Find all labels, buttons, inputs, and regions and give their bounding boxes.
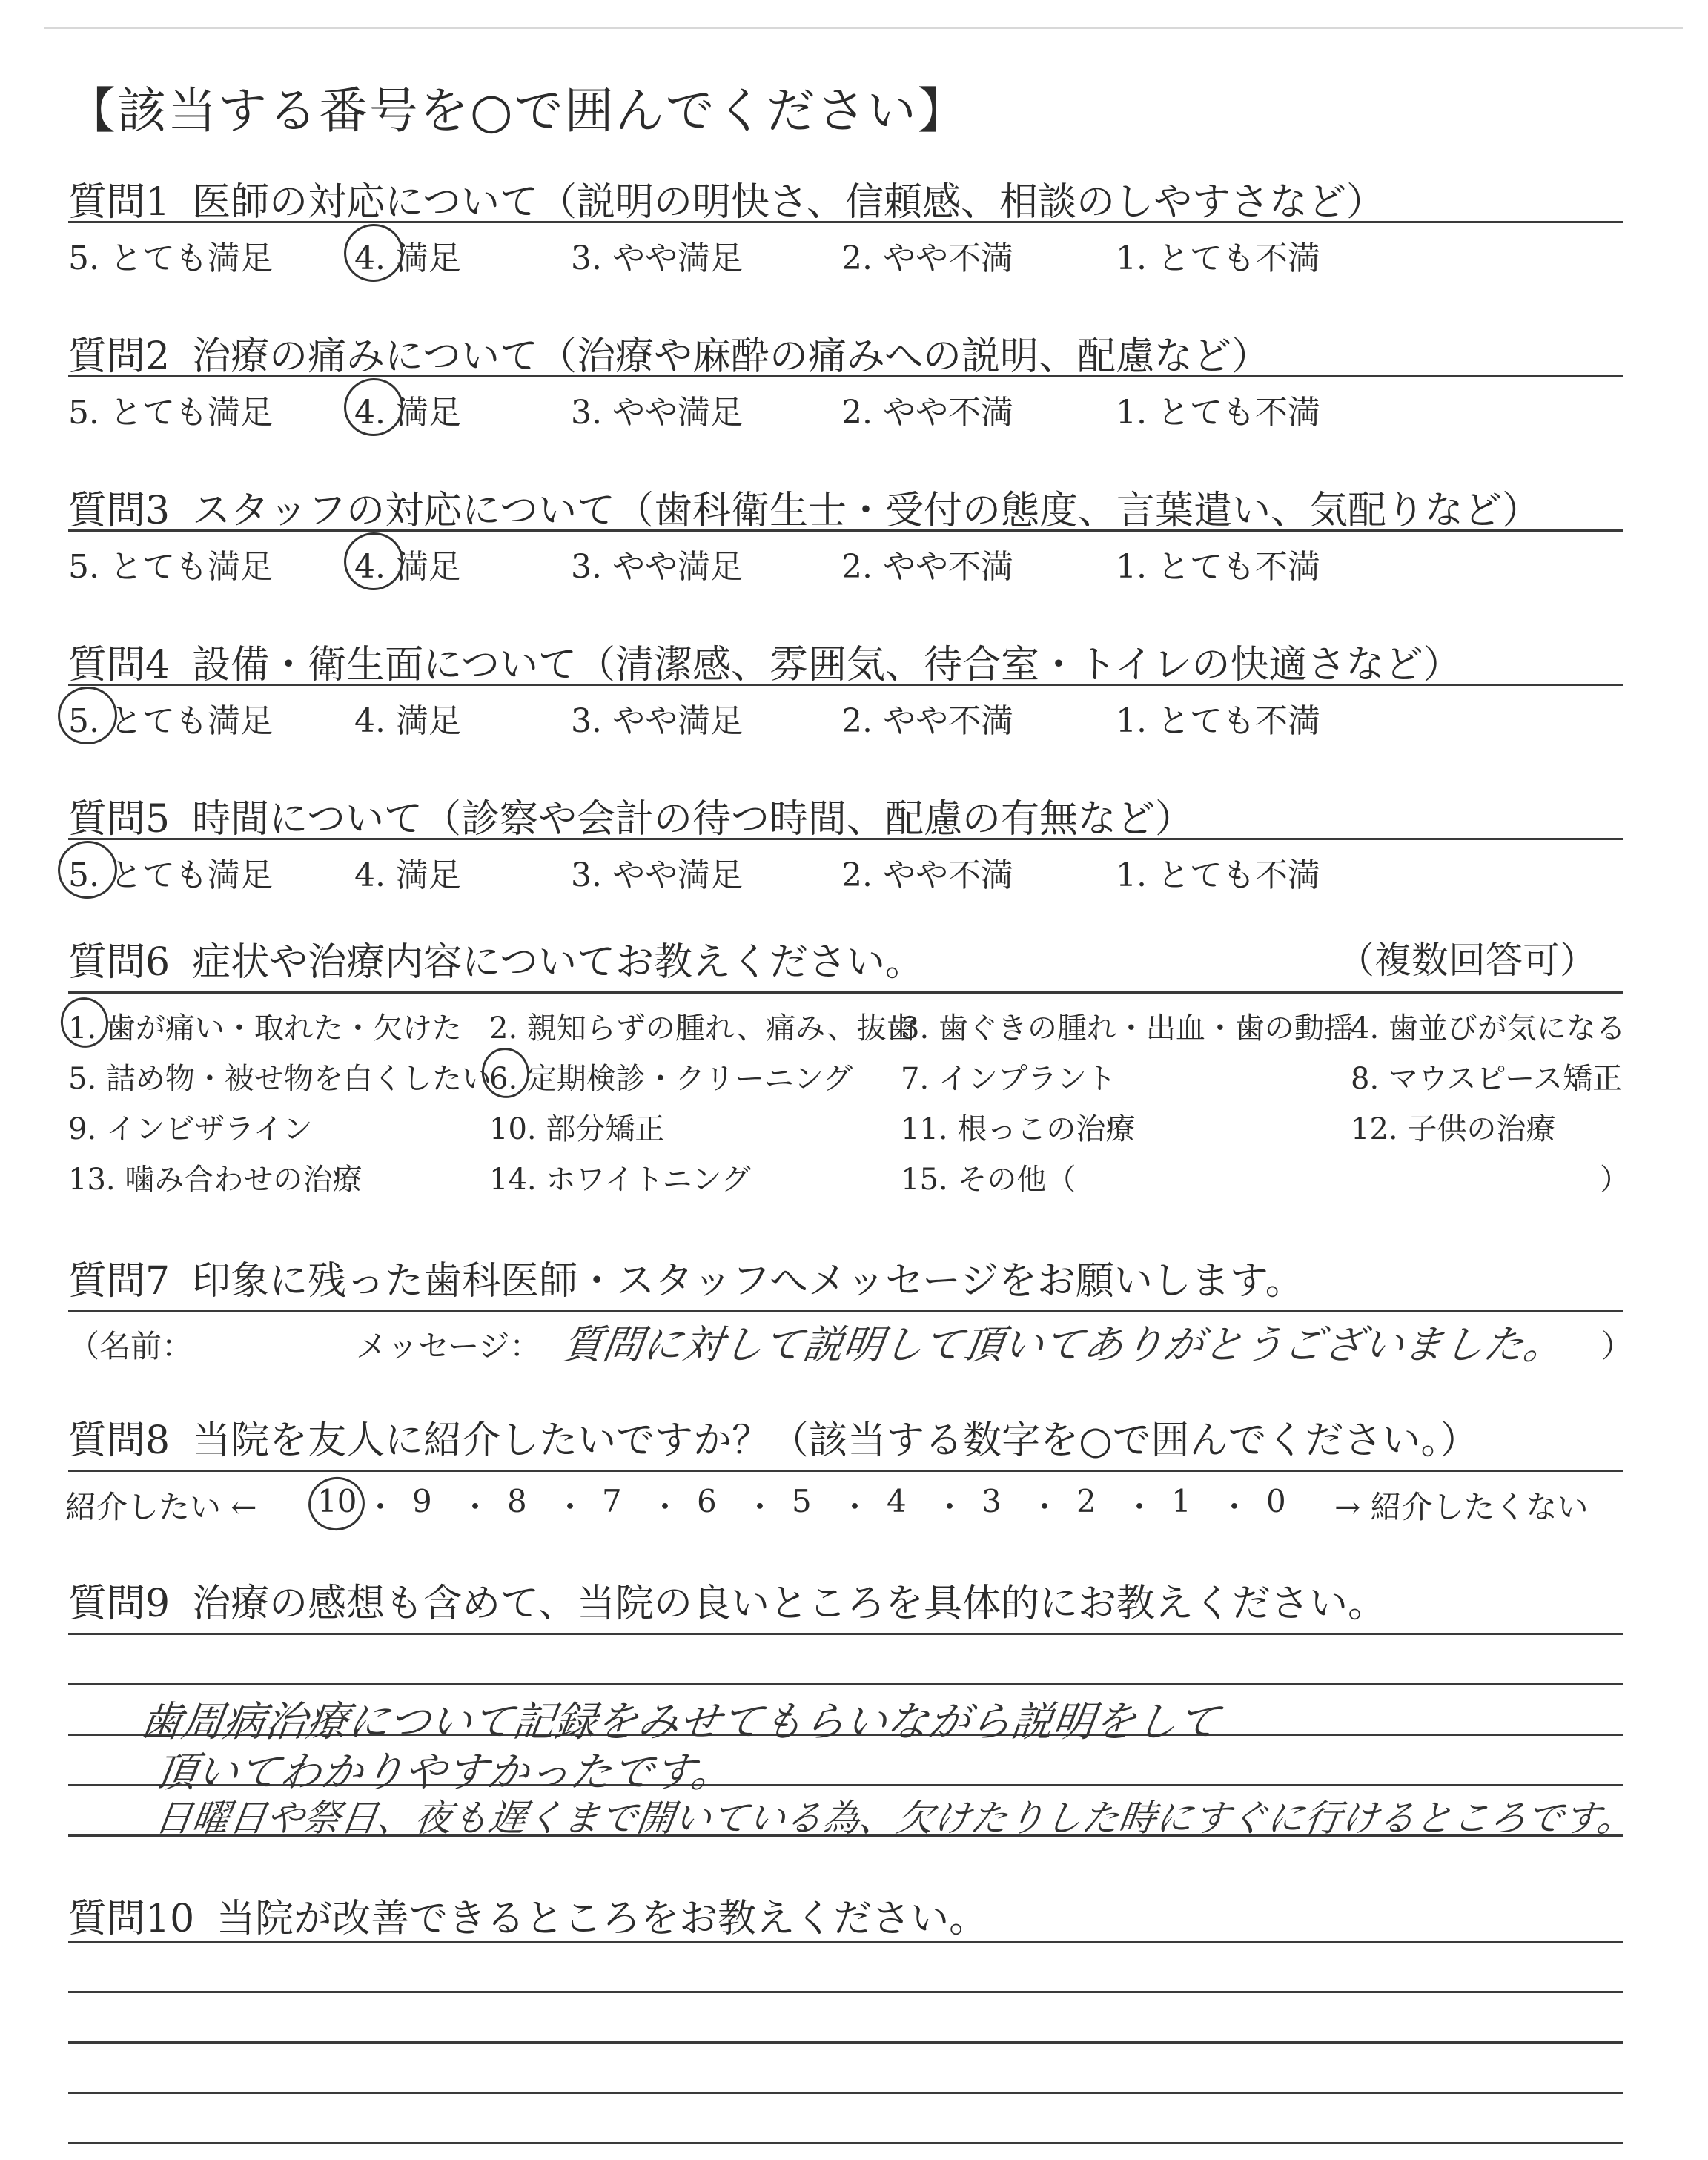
scale-separator: ・ [839,1489,871,1525]
rating-option[interactable]: 3. やや満足 [571,394,743,432]
rating-option[interactable]: 4. 満足 [354,548,461,586]
scale-number[interactable]: 8 [507,1483,527,1519]
scale-right-label: → 紹介したくない [1334,1489,1589,1525]
rating-option[interactable]: 2. やや不満 [841,702,1013,740]
rating-option[interactable]: 3. やや満足 [571,702,743,740]
question-text: 症状や治療内容についてお教えください。 [192,940,924,985]
answer-handwriting-line2: 頂いてわかりやすかったです。 [151,1748,737,1797]
symptom-option[interactable]: 3. 歯ぐきの腫れ・出血・歯の動揺 [901,1011,1354,1046]
question-title [68,325,1270,380]
question-title [68,479,1540,535]
symptom-option[interactable]: 12. 子供の治療 [1351,1112,1556,1146]
page-heading: 【該当する番号を○で囲んでください】 [67,82,968,139]
question-title [68,931,924,986]
symptom-option[interactable]: 14. ホワイトニング [489,1163,751,1197]
symptom-option[interactable]: 8. マウスピース矯正 [1351,1062,1623,1096]
scale-separator: ・ [365,1489,397,1525]
question-text: 設備・衛生面について（清潔感、雰囲気、待合室・トイレの快適さなど） [192,643,1462,687]
question-rule [68,1470,1623,1472]
answer-handwriting-line3: 日曜日や祭日、夜も遅くまで開いている為、欠けたりした時にすぐに行けるところです。 [152,1797,1638,1840]
question-rule [68,684,1623,686]
question-rule [68,221,1623,223]
scale-number[interactable]: 9 [412,1483,432,1519]
rating-option[interactable]: 4. 満足 [354,856,461,894]
question-number: 質問10 [68,1897,195,1941]
selected-circle-mark [303,1472,369,1536]
scale-number[interactable]: 4 [887,1483,907,1519]
rating-options [0,694,1708,739]
message-label: メッセージ： [356,1328,541,1364]
rating-option[interactable]: 4. 満足 [354,394,461,432]
scale-separator: ・ [1219,1489,1251,1525]
scale-number[interactable]: 10 [317,1483,357,1519]
symptom-option[interactable]: 11. 根っこの治療 [901,1112,1136,1146]
question-number: 質問3 [68,489,171,533]
question-number: 質問1 [68,180,171,225]
question-number: 質問5 [68,797,171,842]
scan-edge-line [44,27,1683,29]
question-title [68,633,1461,689]
rating-option[interactable]: 1. とても不満 [1116,702,1320,740]
rating-option[interactable]: 5. とても満足 [68,240,273,277]
scale-number[interactable]: 3 [982,1483,1002,1519]
message-handwriting: 質問に対して説明して頂いてありがとうございました。 [560,1321,1567,1368]
scale-number[interactable]: 0 [1266,1483,1286,1519]
scale-separator: ・ [1124,1489,1156,1525]
symptom-option[interactable]: 1. 歯が痛い・取れた・欠けた [68,1011,462,1046]
rating-options [0,231,1708,276]
scale-number[interactable]: 2 [1076,1483,1096,1519]
question-title [68,1409,1478,1464]
rating-option[interactable]: 5. とても満足 [68,548,273,586]
rating-option[interactable]: 1. とても不満 [1116,856,1320,894]
scale-separator: ・ [649,1489,681,1525]
question-text: 当院が改善できるところをお教えください。 [216,1897,988,1941]
question-text: スタッフの対応について（歯科衛生士・受付の態度、言葉遣い、気配りなど） [192,489,1541,533]
rating-option[interactable]: 3. やや満足 [571,856,743,894]
scale-separator: ・ [744,1489,776,1525]
multiple-answer-note: （複数回答可） [1337,939,1597,982]
answer-handwriting-line1: 歯周病治療について記録をみせてもらいながら説明をして [136,1698,1222,1746]
rating-options [0,540,1708,584]
question-text: 医師の対応について（説明の明快さ、信頼感、相談のしやすさなど） [192,180,1385,225]
rating-option[interactable]: 4. 満足 [354,240,461,277]
question-title [68,1572,1386,1628]
question-text: 時間について（診察や会計の待つ時間、配慮の有無など） [192,797,1194,842]
scale-separator: ・ [460,1489,491,1525]
rating-option[interactable]: 5. とても満足 [68,394,273,432]
scale-number[interactable]: 1 [1171,1483,1191,1519]
question-text: 治療の感想も含めて、当院の良いところを具体的にお教えください。 [192,1582,1387,1626]
question-rule [68,1310,1623,1312]
question-number: 質問7 [68,1259,171,1304]
question-rule [68,529,1623,532]
question-title [68,1249,1304,1305]
question-number: 質問9 [68,1582,171,1626]
scale-separator: ・ [1029,1489,1061,1525]
rating-option[interactable]: 5. とても満足 [68,856,273,894]
symptom-option[interactable]: 10. 部分矯正 [489,1112,665,1146]
scale-separator: ・ [934,1489,966,1525]
rating-option[interactable]: 5. とても満足 [68,702,273,740]
rating-option[interactable]: 2. やや不満 [841,548,1013,586]
symptom-option[interactable]: 2. 親知らずの腫れ、痛み、抜歯 [489,1011,916,1046]
rating-option[interactable]: 3. やや満足 [571,548,743,586]
scale-left-label: 紹介したい ← [65,1489,257,1525]
scale-separator: ・ [555,1489,586,1525]
scale-number[interactable]: 7 [602,1483,622,1519]
question-rule [68,375,1623,377]
symptom-option[interactable]: 9. インビザライン [68,1112,313,1146]
symptom-option[interactable]: 4. 歯並びが気になる [1351,1011,1626,1046]
rating-option[interactable]: 4. 満足 [354,702,461,740]
scale-number[interactable]: 6 [697,1483,717,1519]
question-title [68,787,1194,843]
question-number: 質問8 [68,1418,171,1463]
symptom-option[interactable]: 6. 定期検診・クリーニング [489,1062,853,1096]
question-number: 質問6 [68,940,171,985]
rating-option[interactable]: 3. やや満足 [571,240,743,277]
symptom-option[interactable]: 13. 噛み合わせの治療 [68,1163,363,1197]
rating-option[interactable]: 1. とても不満 [1116,394,1320,432]
question-text: 治療の痛みについて（治療や麻酔の痛みへの説明、配慮など） [192,334,1271,379]
name-label: （名前： [68,1328,193,1364]
rating-option[interactable]: 2. やや不満 [841,240,1013,277]
question-number: 質問2 [68,334,171,379]
rating-option[interactable]: 2. やや不満 [841,394,1013,432]
question-rule [68,991,1623,994]
close-paren: ） [1601,1328,1633,1364]
rating-options [0,386,1708,430]
symptom-option[interactable]: 15. その他（ [901,1163,1076,1197]
rating-options [0,848,1708,893]
scale-number[interactable]: 5 [792,1483,812,1519]
rating-option[interactable]: 1. とても不満 [1116,240,1320,277]
symptom-option[interactable]: 7. インプラント [901,1062,1116,1096]
question-number: 質問4 [68,643,171,687]
question-rule [68,838,1623,840]
rating-option[interactable]: 1. とても不満 [1116,548,1320,586]
question-title [68,171,1385,226]
rating-option[interactable]: 2. やや不満 [841,856,1013,894]
symptom-option[interactable]: 5. 詰め物・被せ物を白くしたい [68,1062,491,1096]
question-text: 印象に残った歯科医師・スタッフへメッセージをお願いします。 [192,1259,1304,1304]
question-title [68,1887,987,1943]
close-paren: ） [1600,1163,1629,1197]
question-text: 当院を友人に紹介したいですか？（該当する数字を○で囲んでください。） [192,1418,1479,1463]
